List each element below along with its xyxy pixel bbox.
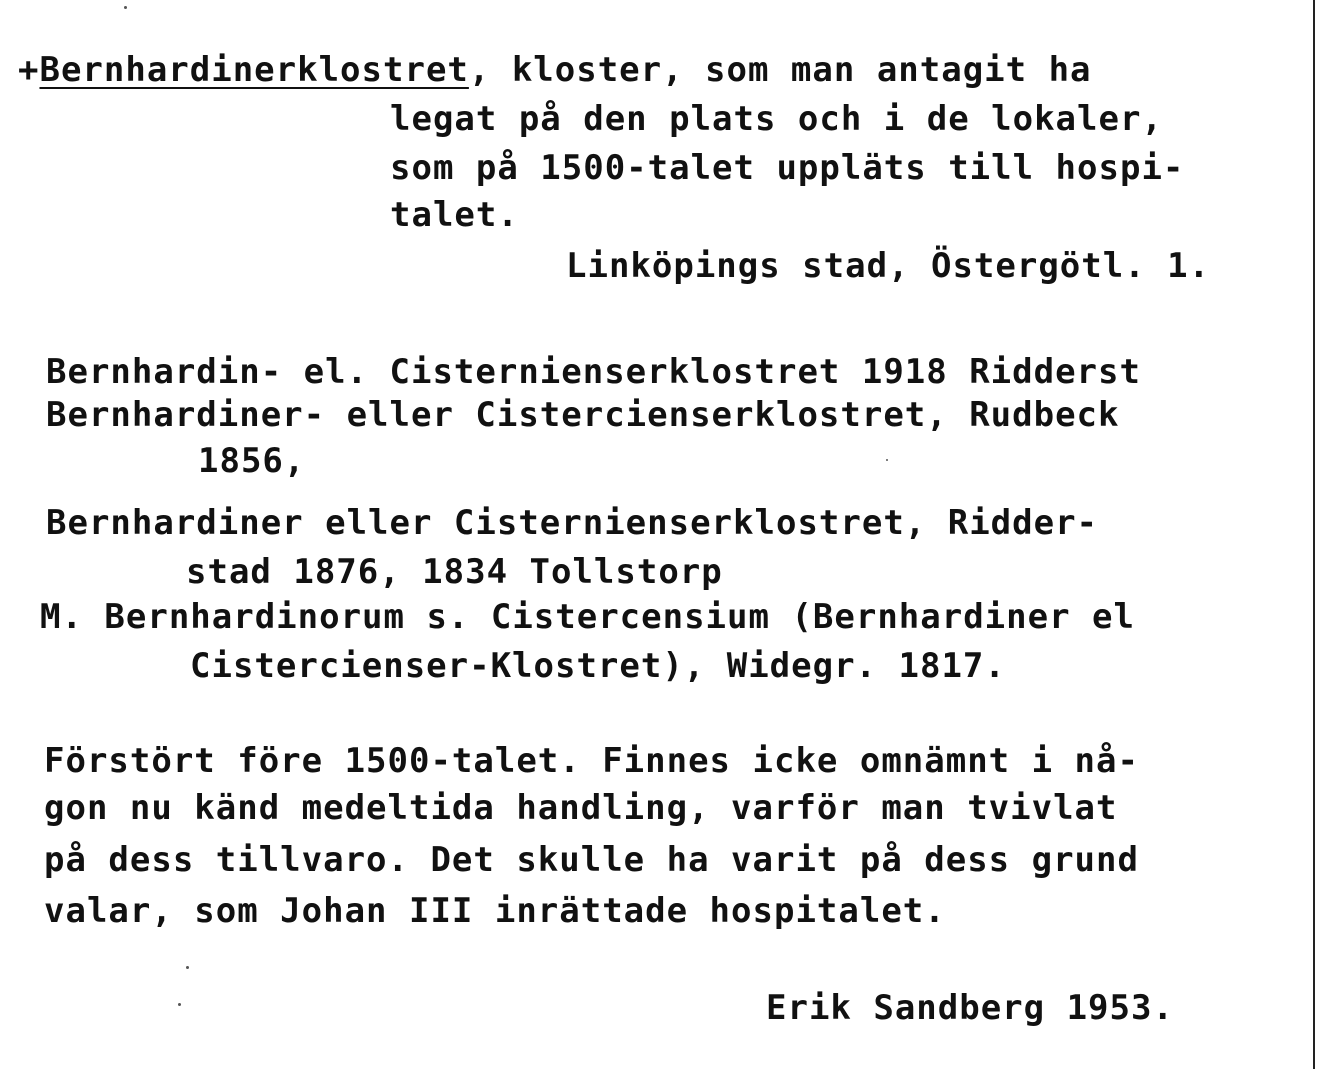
definition-line-4: talet. (390, 195, 519, 235)
scan-speck (178, 1003, 181, 1006)
definition-line-1: , kloster, som man antagit ha (468, 50, 1092, 90)
definition-line-3: som på 1500-talet uppläts till hospi- (390, 148, 1185, 188)
scan-speck (886, 459, 888, 461)
entry-location: Linköpings stad, Östergötl. 1. (566, 246, 1211, 286)
card-edge-line (1313, 0, 1315, 1069)
entry-first-line (18, 50, 1092, 90)
definition-line-2: legat på den plats och i de lokaler, (390, 99, 1163, 139)
source-line-1: Bernhardin- el. Cisternienserklostret 1918 Ridderst (46, 352, 1141, 392)
entry-headword: Bernhardinerklostret (39, 50, 469, 90)
entry-prefix: + (18, 50, 40, 90)
note-line-3: på dess tillvaro. Det skulle ha varit på dess grund (44, 840, 1139, 880)
note-line-2: gon nu känd medeltida handling, varför man tvivlat (44, 788, 1118, 828)
source-line-4: Bernhardiner eller Cisternienserklostret, Ridder- (46, 503, 1099, 543)
source-line-5: stad 1876, 1834 Tollstorp (186, 552, 723, 592)
source-line-3: 1856, (198, 441, 306, 481)
source-line-6: M. Bernhardinorum s. Cistercensium (Bernhardiner el (40, 597, 1135, 637)
scan-speck (186, 966, 189, 969)
scan-speck (124, 6, 127, 9)
source-line-7: Cistercienser-Klostret), Widegr. 1817. (190, 646, 1006, 686)
note-line-1: Förstört före 1500-talet. Finnes icke omnämnt i nå- (44, 741, 1139, 781)
source-line-2: Bernhardiner- eller Cistercienserklostret, Rudbeck (46, 395, 1120, 435)
note-line-4: valar, som Johan III inrättade hospitalet. (44, 891, 946, 931)
signature: Erik Sandberg 1953. (766, 988, 1174, 1028)
